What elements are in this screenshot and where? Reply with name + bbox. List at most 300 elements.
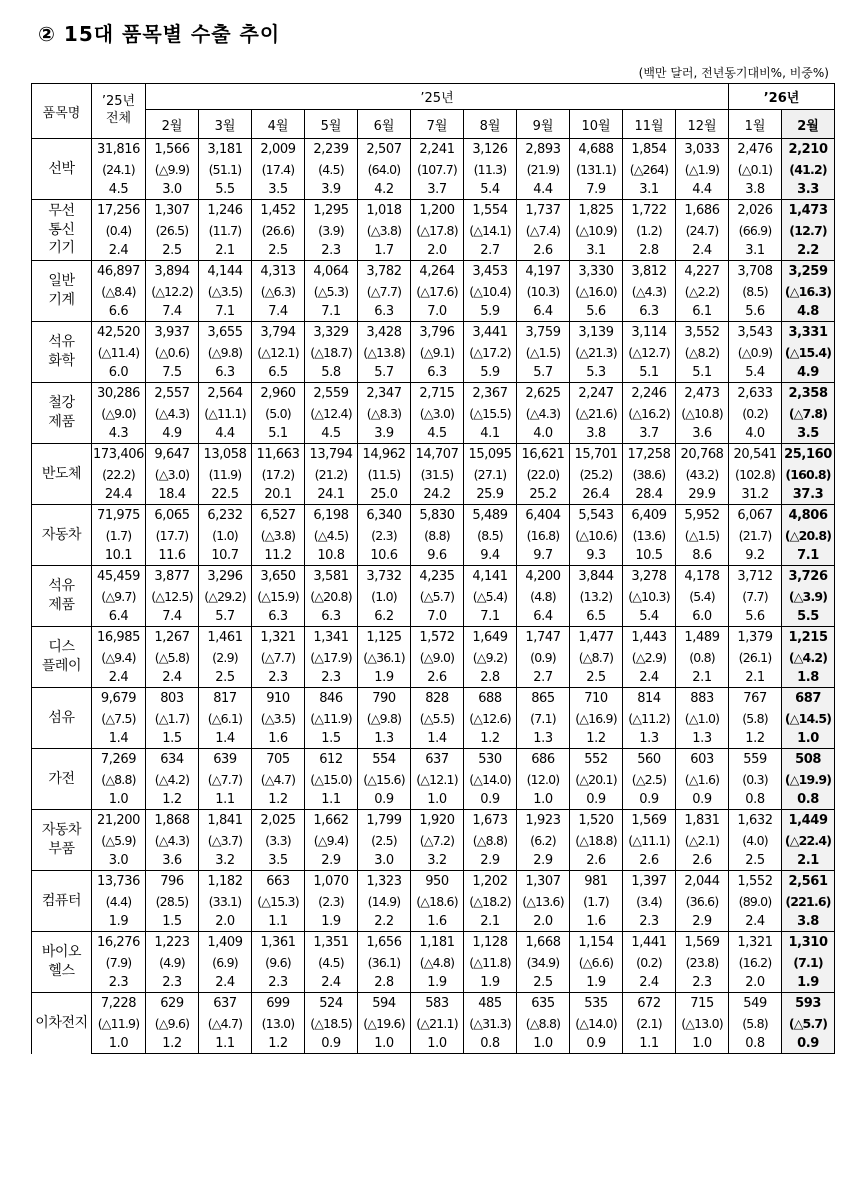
value-cell: 1,520 (570, 810, 623, 831)
growth-cell: (△3.8) (358, 220, 411, 240)
share-cell: 9.2 (729, 545, 782, 566)
growth-cell: (△4.3) (146, 403, 199, 423)
share-cell: 0.9 (464, 789, 517, 810)
growth-cell: (4.8) (517, 586, 570, 606)
value-cell: 45,459 (92, 566, 146, 587)
growth-cell: (13.0) (252, 1013, 305, 1033)
growth-cell: (△12.7) (623, 342, 676, 362)
growth-cell: (36.1) (358, 952, 411, 972)
growth-cell: (△20.8) (305, 586, 358, 606)
share-cell: 1.0 (676, 1033, 729, 1054)
share-cell: 2.3 (305, 667, 358, 688)
growth-cell: (△11.9) (92, 1013, 146, 1033)
table-row (32, 505, 835, 526)
value-cell: 2,026 (729, 200, 782, 221)
share-cell: 7.0 (411, 301, 464, 322)
growth-cell: (△21.3) (570, 342, 623, 362)
growth-cell: (89.0) (729, 891, 782, 911)
value-cell: 637 (411, 749, 464, 770)
value-cell: 6,340 (358, 505, 411, 526)
value-cell: 535 (570, 993, 623, 1014)
value-cell: 3,844 (570, 566, 623, 587)
growth-cell: (51.1) (199, 159, 252, 179)
share-cell: 1.2 (252, 1033, 305, 1054)
value-cell: 612 (305, 749, 358, 770)
growth-cell: (131.1) (570, 159, 623, 179)
share-cell: 8.6 (676, 545, 729, 566)
share-cell: 7.1 (199, 301, 252, 322)
growth-cell: (△1.5) (676, 525, 729, 545)
table-row (32, 688, 835, 709)
item-name: 자동차 (32, 505, 92, 566)
value-cell: 828 (411, 688, 464, 709)
share-cell: 2.3 (252, 972, 305, 993)
share-cell: 3.7 (623, 423, 676, 444)
share-cell: 2.1 (464, 911, 517, 932)
share-cell: 0.9 (305, 1033, 358, 1054)
value-cell: 3,441 (464, 322, 517, 343)
growth-cell: (36.6) (676, 891, 729, 911)
value-cell: 71,975 (92, 505, 146, 526)
value-cell: 3,650 (252, 566, 305, 587)
header-month-2025: 8월 (464, 110, 517, 139)
table-row (32, 240, 835, 261)
growth-cell: (0.2) (729, 403, 782, 423)
growth-cell: (8.5) (464, 525, 517, 545)
share-cell: 20.1 (252, 484, 305, 505)
growth-cell: (102.8) (729, 464, 782, 484)
share-cell: 2.6 (411, 667, 464, 688)
share-cell: 6.3 (305, 606, 358, 627)
value-cell: 3,543 (729, 322, 782, 343)
value-cell: 1,662 (305, 810, 358, 831)
value-cell: 3,894 (146, 261, 199, 282)
share-cell: 1.5 (146, 728, 199, 749)
value-cell: 2,557 (146, 383, 199, 404)
share-cell: 4.4 (676, 179, 729, 200)
share-cell: 5.4 (623, 606, 676, 627)
growth-cell: (△13.8) (358, 342, 411, 362)
share-cell: 0.9 (623, 789, 676, 810)
growth-cell: (8.8) (411, 525, 464, 545)
share-cell: 1.3 (358, 728, 411, 749)
share-cell: 25.2 (517, 484, 570, 505)
growth-cell: (△15.9) (252, 586, 305, 606)
growth-cell: (4.5) (305, 159, 358, 179)
growth-cell: (△8.8) (92, 769, 146, 789)
share-cell: 1.8 (782, 667, 835, 688)
table-row (32, 932, 835, 953)
value-cell: 25,160 (782, 444, 835, 465)
value-cell: 715 (676, 993, 729, 1014)
growth-cell: (△11.8) (464, 952, 517, 972)
share-cell: 2.6 (517, 240, 570, 261)
growth-cell: (10.3) (517, 281, 570, 301)
value-cell: 635 (517, 993, 570, 1014)
growth-cell: (△4.7) (199, 1013, 252, 1033)
growth-cell: (△14.0) (570, 1013, 623, 1033)
table-row (32, 383, 835, 404)
growth-cell: (13.6) (623, 525, 676, 545)
value-cell: 663 (252, 871, 305, 892)
value-cell: 3,331 (782, 322, 835, 343)
share-cell: 2.0 (517, 911, 570, 932)
share-cell: 28.4 (623, 484, 676, 505)
share-cell: 1.0 (782, 728, 835, 749)
value-cell: 710 (570, 688, 623, 709)
growth-cell: (△3.9) (782, 586, 835, 606)
share-cell: 18.4 (146, 484, 199, 505)
value-cell: 16,276 (92, 932, 146, 953)
share-cell: 7.1 (305, 301, 358, 322)
share-cell: 7.5 (146, 362, 199, 383)
header-total-line1: ’25년 (101, 94, 136, 110)
share-cell: 2.7 (464, 240, 517, 261)
share-cell: 1.9 (358, 667, 411, 688)
value-cell: 1,868 (146, 810, 199, 831)
value-cell: 3,552 (676, 322, 729, 343)
value-cell: 5,543 (570, 505, 623, 526)
share-cell: 2.3 (676, 972, 729, 993)
value-cell: 910 (252, 688, 305, 709)
share-cell: 2.3 (92, 972, 146, 993)
growth-cell: (△11.1) (199, 403, 252, 423)
value-cell: 3,877 (146, 566, 199, 587)
growth-cell: (△12.2) (146, 281, 199, 301)
growth-cell: (△1.9) (676, 159, 729, 179)
growth-cell: (△3.0) (146, 464, 199, 484)
share-cell: 4.4 (517, 179, 570, 200)
value-cell: 508 (782, 749, 835, 770)
value-cell: 524 (305, 993, 358, 1014)
growth-cell: (△18.5) (305, 1013, 358, 1033)
header-month-2025: 10월 (570, 110, 623, 139)
share-cell: 2.1 (782, 850, 835, 871)
value-cell: 4,688 (570, 139, 623, 160)
value-cell: 1,321 (729, 932, 782, 953)
share-cell: 1.3 (517, 728, 570, 749)
value-cell: 1,825 (570, 200, 623, 221)
share-cell: 1.3 (676, 728, 729, 749)
share-cell: 0.9 (570, 1033, 623, 1054)
share-cell: 4.8 (782, 301, 835, 322)
growth-cell: (14.9) (358, 891, 411, 911)
growth-cell: (△15.6) (358, 769, 411, 789)
share-cell: 7.0 (411, 606, 464, 627)
share-cell: 4.2 (358, 179, 411, 200)
value-cell: 1,477 (570, 627, 623, 648)
value-cell: 4,197 (517, 261, 570, 282)
growth-cell: (17.2) (252, 464, 305, 484)
value-cell: 5,830 (411, 505, 464, 526)
growth-cell: (△3.5) (199, 281, 252, 301)
growth-cell: (8.5) (729, 281, 782, 301)
growth-cell: (△18.6) (411, 891, 464, 911)
growth-cell: (16.2) (729, 952, 782, 972)
table-row (32, 952, 835, 972)
share-cell: 1.7 (358, 240, 411, 261)
value-cell: 3,732 (358, 566, 411, 587)
table-row (32, 667, 835, 688)
share-cell: 6.0 (676, 606, 729, 627)
share-cell: 5.3 (570, 362, 623, 383)
value-cell: 1,443 (623, 627, 676, 648)
value-cell: 2,247 (570, 383, 623, 404)
table-row (32, 789, 835, 810)
growth-cell: (△14.1) (464, 220, 517, 240)
growth-cell: (△29.2) (199, 586, 252, 606)
value-cell: 1,128 (464, 932, 517, 953)
share-cell: 2.6 (623, 850, 676, 871)
growth-cell: (0.4) (92, 220, 146, 240)
value-cell: 1,572 (411, 627, 464, 648)
share-cell: 2.6 (676, 850, 729, 871)
growth-cell: (11.3) (464, 159, 517, 179)
value-cell: 1,920 (411, 810, 464, 831)
value-cell: 1,409 (199, 932, 252, 953)
value-cell: 846 (305, 688, 358, 709)
value-cell: 1,182 (199, 871, 252, 892)
header-month-2025: 4월 (252, 110, 305, 139)
item-name: 디스 플레이 (32, 627, 92, 688)
item-name: 반도체 (32, 444, 92, 505)
share-cell: 2.4 (676, 240, 729, 261)
share-cell: 2.4 (199, 972, 252, 993)
table-row (32, 403, 835, 423)
growth-cell: (221.6) (782, 891, 835, 911)
share-cell: 5.7 (199, 606, 252, 627)
value-cell: 549 (729, 993, 782, 1014)
share-cell: 26.4 (570, 484, 623, 505)
growth-cell: (△2.1) (676, 830, 729, 850)
growth-cell: (△36.1) (358, 647, 411, 667)
share-cell: 3.6 (676, 423, 729, 444)
value-cell: 1,070 (305, 871, 358, 892)
share-cell: 10.5 (623, 545, 676, 566)
share-cell: 7.9 (570, 179, 623, 200)
growth-cell: (△3.0) (411, 403, 464, 423)
share-cell: 6.5 (570, 606, 623, 627)
value-cell: 817 (199, 688, 252, 709)
growth-cell: (△1.7) (146, 708, 199, 728)
header-month-2025: 2월 (146, 110, 199, 139)
growth-cell: (△4.5) (305, 525, 358, 545)
growth-cell: (1.0) (199, 525, 252, 545)
share-cell: 6.4 (517, 301, 570, 322)
value-cell: 1,323 (358, 871, 411, 892)
share-cell: 9.7 (517, 545, 570, 566)
growth-cell: (△12.4) (305, 403, 358, 423)
value-cell: 2,367 (464, 383, 517, 404)
growth-cell: (3.9) (305, 220, 358, 240)
share-cell: 2.0 (411, 240, 464, 261)
growth-cell: (△0.1) (729, 159, 782, 179)
share-cell: 2.3 (252, 667, 305, 688)
value-cell: 981 (570, 871, 623, 892)
table-row (32, 322, 835, 343)
growth-cell: (22.2) (92, 464, 146, 484)
share-cell: 3.7 (411, 179, 464, 200)
share-cell: 5.6 (729, 606, 782, 627)
value-cell: 3,937 (146, 322, 199, 343)
header-month-2025: 9월 (517, 110, 570, 139)
table-row (32, 749, 835, 770)
share-cell: 2.4 (146, 667, 199, 688)
share-cell: 6.3 (199, 362, 252, 383)
share-cell: 25.0 (358, 484, 411, 505)
growth-cell: (41.2) (782, 159, 835, 179)
share-cell: 7.1 (464, 606, 517, 627)
value-cell: 6,409 (623, 505, 676, 526)
value-cell: 2,564 (199, 383, 252, 404)
growth-cell: (△7.7) (358, 281, 411, 301)
share-cell: 2.9 (517, 850, 570, 871)
share-cell: 3.1 (623, 179, 676, 200)
value-cell: 3,708 (729, 261, 782, 282)
value-cell: 3,259 (782, 261, 835, 282)
growth-cell: (△31.3) (464, 1013, 517, 1033)
growth-cell: (△13.6) (517, 891, 570, 911)
share-cell: 4.5 (92, 179, 146, 200)
share-cell: 11.2 (252, 545, 305, 566)
growth-cell: (△8.4) (92, 281, 146, 301)
share-cell: 1.6 (411, 911, 464, 932)
value-cell: 20,768 (676, 444, 729, 465)
value-cell: 554 (358, 749, 411, 770)
growth-cell: (12.0) (517, 769, 570, 789)
value-cell: 2,507 (358, 139, 411, 160)
value-cell: 1,200 (411, 200, 464, 221)
share-cell: 3.5 (782, 423, 835, 444)
share-cell: 9.6 (411, 545, 464, 566)
share-cell: 1.5 (305, 728, 358, 749)
value-cell: 42,520 (92, 322, 146, 343)
table-row (32, 179, 835, 200)
share-cell: 6.4 (517, 606, 570, 627)
table-row (32, 220, 835, 240)
share-cell: 6.4 (92, 606, 146, 627)
unit-note: (백만 달러, 전년동기대비%, 비중%) (638, 66, 829, 80)
share-cell: 2.8 (623, 240, 676, 261)
growth-cell: (△15.3) (252, 891, 305, 911)
growth-cell: (△2.2) (676, 281, 729, 301)
share-cell: 1.2 (146, 1033, 199, 1054)
value-cell: 6,198 (305, 505, 358, 526)
item-name: 석유 화학 (32, 322, 92, 383)
value-cell: 4,144 (199, 261, 252, 282)
value-cell: 803 (146, 688, 199, 709)
share-cell: 5.9 (464, 362, 517, 383)
value-cell: 1,223 (146, 932, 199, 953)
share-cell: 2.5 (517, 972, 570, 993)
growth-cell: (△7.2) (411, 830, 464, 850)
table-row (32, 362, 835, 383)
value-cell: 1,489 (676, 627, 729, 648)
table-row (32, 139, 835, 160)
table-row (32, 200, 835, 221)
value-cell: 7,269 (92, 749, 146, 770)
value-cell: 3,033 (676, 139, 729, 160)
table-row (32, 444, 835, 465)
growth-cell: (24.1) (92, 159, 146, 179)
value-cell: 4,235 (411, 566, 464, 587)
share-cell: 3.1 (570, 240, 623, 261)
share-cell: 6.1 (676, 301, 729, 322)
value-cell: 1,154 (570, 932, 623, 953)
value-cell: 3,782 (358, 261, 411, 282)
value-cell: 4,227 (676, 261, 729, 282)
value-cell: 1,737 (517, 200, 570, 221)
share-cell: 5.1 (252, 423, 305, 444)
value-cell: 9,679 (92, 688, 146, 709)
value-cell: 1,125 (358, 627, 411, 648)
value-cell: 3,329 (305, 322, 358, 343)
share-cell: 24.1 (305, 484, 358, 505)
value-cell: 2,210 (782, 139, 835, 160)
table-row (32, 830, 835, 850)
growth-cell: (△7.7) (199, 769, 252, 789)
share-cell: 1.6 (252, 728, 305, 749)
growth-cell: (△7.4) (517, 220, 570, 240)
table-row (32, 525, 835, 545)
share-cell: 5.4 (464, 179, 517, 200)
item-name: 컴퓨터 (32, 871, 92, 932)
share-cell: 0.8 (464, 1033, 517, 1054)
value-cell: 865 (517, 688, 570, 709)
share-cell: 5.5 (782, 606, 835, 627)
value-cell: 3,139 (570, 322, 623, 343)
share-cell: 1.1 (199, 789, 252, 810)
growth-cell: (3.3) (252, 830, 305, 850)
growth-cell: (4.9) (146, 952, 199, 972)
growth-cell: (△13.0) (676, 1013, 729, 1033)
value-cell: 17,256 (92, 200, 146, 221)
value-cell: 3,296 (199, 566, 252, 587)
share-cell: 1.9 (411, 972, 464, 993)
table-row (32, 159, 835, 179)
share-cell: 9.4 (464, 545, 517, 566)
share-cell: 2.3 (623, 911, 676, 932)
value-cell: 796 (146, 871, 199, 892)
share-cell: 2.4 (623, 972, 676, 993)
growth-cell: (△9.6) (146, 1013, 199, 1033)
growth-cell: (△12.1) (411, 769, 464, 789)
share-cell: 2.4 (729, 911, 782, 932)
share-cell: 24.2 (411, 484, 464, 505)
table-row (32, 281, 835, 301)
share-cell: 1.0 (92, 1033, 146, 1054)
growth-cell: (7.1) (517, 708, 570, 728)
share-cell: 1.9 (464, 972, 517, 993)
table-row (32, 545, 835, 566)
value-cell: 3,278 (623, 566, 676, 587)
share-cell: 0.9 (570, 789, 623, 810)
growth-cell: (107.7) (411, 159, 464, 179)
growth-cell: (△6.1) (199, 708, 252, 728)
value-cell: 629 (146, 993, 199, 1014)
value-cell: 560 (623, 749, 676, 770)
growth-cell: (△264) (623, 159, 676, 179)
value-cell: 3,330 (570, 261, 623, 282)
value-cell: 3,759 (517, 322, 570, 343)
share-cell: 6.2 (358, 606, 411, 627)
growth-cell: (16.8) (517, 525, 570, 545)
growth-cell: (1.7) (92, 525, 146, 545)
growth-cell: (△12.5) (146, 586, 199, 606)
header-month-2025: 11월 (623, 110, 676, 139)
share-cell: 6.3 (252, 606, 305, 627)
value-cell: 559 (729, 749, 782, 770)
